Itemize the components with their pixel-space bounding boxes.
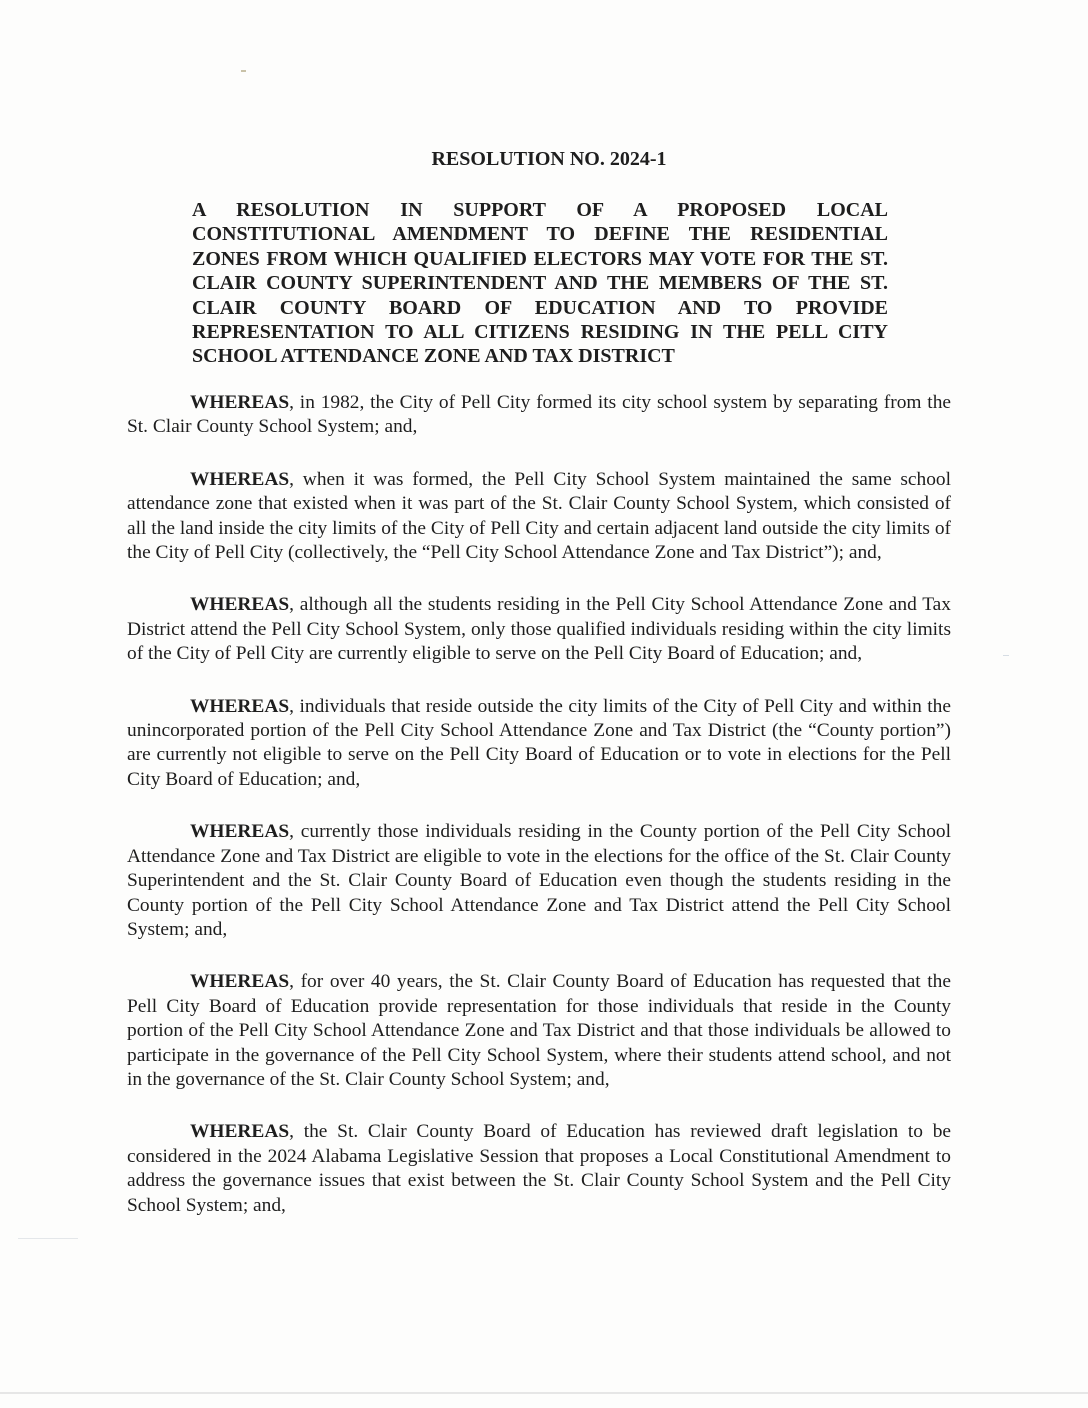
whereas-lead: WHEREAS [190, 1121, 290, 1143]
resolution-title: A RESOLUTION IN SUPPORT OF A PROPOSED LOCAL CONSTITUTIONAL AMENDMENT TO DEFINE THE RESIDENTIAL ZONES FROM WHICH QUALIFIED ELECTORS MAY VOTE FOR THE ST. CLAIR COUNTY SUPERINTENDENT AND THE MEMBERS OF THE ST. CLAIR COUNTY BOARD OF EDUCATION AND TO PROVIDE REPRESENTATION TO ALL CITIZENS RESIDING IN THE PELL CITY SCHOOL ATTENDANCE ZONE AND TAX DISTRICT [192, 199, 888, 368]
whereas-lead: WHEREAS [190, 971, 290, 993]
clause-text: , when it was formed, the Pell City School System maintained the same school attendance zone that existed when it was part of the St. Clair County School System, which consisted of all the land inside the city limits of the City of Pell City and certain adjacent land outside the city limits of the City of Pell City (collectively, the “Pell City School Attendance Zone and Tax District”); and, [127, 468, 951, 564]
whereas-clause-5 [127, 820, 951, 942]
resolution-body [127, 391, 951, 1246]
scan-streak-left [18, 1238, 78, 1239]
whereas-clause-7 [127, 1120, 951, 1218]
clause-text: , individuals that reside outside the city limits of the City of Pell City and within the unincorporated portion of the Pell City School Attendance Zone and Tax District (the “County portion”) are currently not eligible to serve on the Pell City Board of Education or to vote in elections for the Pell City Board of Education; and, [127, 695, 951, 790]
whereas-lead: WHEREAS [190, 821, 290, 843]
whereas-clause-4 [127, 695, 951, 793]
whereas-clause-1 [127, 391, 951, 440]
whereas-clause-6 [127, 970, 951, 1092]
resolution-number: RESOLUTION NO. 2024-1 [431, 148, 667, 170]
clause-text: , in 1982, the City of Pell City formed its city school system by separating from the St. Clair County School System; and, [127, 392, 951, 438]
whereas-lead: WHEREAS [190, 392, 290, 413]
scan-speck [241, 70, 246, 72]
page-bottom-edge [0, 1392, 1088, 1394]
whereas-clause-2 [127, 468, 951, 566]
scan-speck-right [1003, 655, 1009, 656]
whereas-clause-3 [127, 593, 951, 666]
whereas-lead: WHEREAS [190, 695, 290, 717]
clause-text: , although all the students residing in the Pell City School Attendance Zone and Tax District attend the Pell City School System, only those qualified individuals residing within the city limits of the City of Pell City are currently eligible to serve on the Pell City Board of Education; and, [127, 594, 951, 665]
whereas-lead: WHEREAS [190, 468, 290, 490]
clause-text: , the St. Clair County Board of Education has reviewed draft legislation to be considered in the 2024 Alabama Legislative Session that proposes a Local Constitutional Amendment to address the governance issues that exist between the St. Clair County School System and the Pell City School System; and, [127, 1121, 951, 1216]
clause-text: , for over 40 years, the St. Clair County Board of Education has requested that the Pell City Board of Education provide representation for those individuals that reside in the County portion of the Pell City School Attendance Zone and Tax District and that those individuals be allowed to participate in the governance of the Pell City School System, where their students attend school, and not in the governance of the St. Clair County School System; and, [127, 971, 951, 1090]
whereas-lead: WHEREAS [190, 594, 290, 616]
clause-text: , currently those individuals residing in the County portion of the Pell City School Attendance Zone and Tax District are eligible to vote in the elections for the office of the St. Clair County Superintendent and the St. Clair County Board of Education even though the students residing in the County portion of the Pell City School Attendance Zone and Tax District attend the Pell City School System; and, [127, 821, 951, 940]
